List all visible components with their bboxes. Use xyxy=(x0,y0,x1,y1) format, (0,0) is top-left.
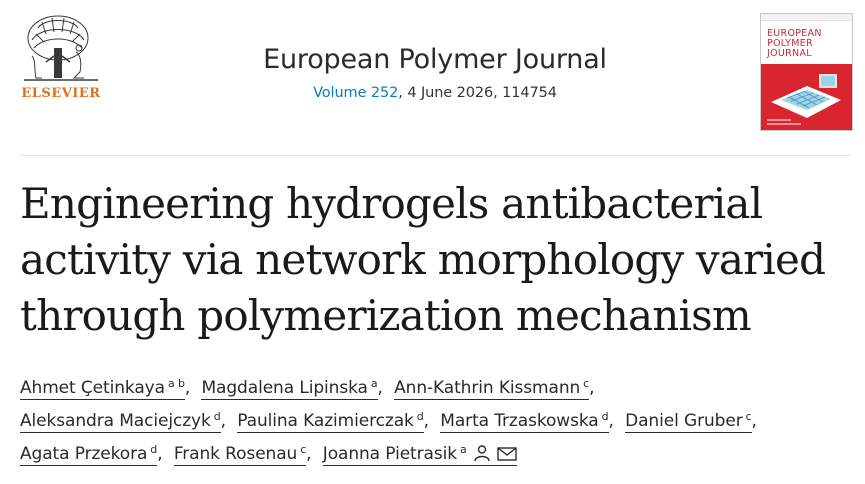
author-affiliation: a b xyxy=(167,377,185,390)
tree-icon xyxy=(18,12,104,84)
author-line xyxy=(20,438,850,471)
journal-header xyxy=(220,44,650,101)
cover-title xyxy=(761,21,852,59)
author-name: Ahmet Çetinkaya xyxy=(20,378,165,398)
author-separator: , xyxy=(589,378,595,398)
cover-illustration-icon xyxy=(761,64,852,130)
author-link[interactable] xyxy=(20,444,157,466)
author-affiliation: a xyxy=(459,443,467,456)
article-title-line: Engineering hydrogels antibacterial xyxy=(20,179,763,228)
cover-title-line: JOURNAL xyxy=(767,48,812,59)
cover-title-line: POLYMER xyxy=(767,38,813,49)
author-name: Frank Rosenau xyxy=(173,444,298,464)
author-affiliation: d xyxy=(213,410,221,423)
author-link[interactable] xyxy=(625,411,751,433)
issue-line xyxy=(220,85,650,101)
article-title xyxy=(20,176,850,344)
author-affiliation: d xyxy=(150,443,158,456)
author-separator: , xyxy=(423,411,429,431)
cover-artwork xyxy=(761,64,852,130)
author-link[interactable] xyxy=(440,411,608,433)
author-separator: , xyxy=(306,444,312,464)
author-name: Magdalena Lipinska xyxy=(201,378,368,398)
elsevier-wordmark: ELSEVIER xyxy=(21,86,101,101)
author-separator: , xyxy=(751,411,757,431)
article-title-line: activity via network morphology varied xyxy=(20,235,826,284)
author-separator: , xyxy=(377,378,383,398)
author-affiliation: c xyxy=(745,410,752,423)
elsevier-logo[interactable] xyxy=(18,12,104,104)
author-link[interactable] xyxy=(237,411,423,433)
issue-details: , 4 June 2026, 114754 xyxy=(398,85,557,101)
author-link[interactable] xyxy=(20,411,221,433)
author-line xyxy=(20,405,850,438)
cover-title-line: EUROPEAN xyxy=(767,28,822,39)
author-name: Aleksandra Maciejczyk xyxy=(20,411,211,431)
author-name: Ann-Kathrin Kissmann xyxy=(394,378,581,398)
envelope-icon xyxy=(497,446,517,462)
author-affiliation: c xyxy=(583,377,590,390)
author-name: Joanna Pietrasik xyxy=(322,444,457,464)
author-link[interactable] xyxy=(20,378,185,400)
author-name: Paulina Kazimierczak xyxy=(237,411,414,431)
author-affiliation: d xyxy=(416,410,424,423)
author-separator: , xyxy=(608,411,614,431)
author-affiliation: d xyxy=(601,410,609,423)
person-icon xyxy=(473,444,491,462)
author-separator: , xyxy=(184,378,191,398)
author-link[interactable] xyxy=(174,444,306,466)
author-separator: , xyxy=(220,411,226,431)
author-name: Agata Przekora xyxy=(20,444,148,464)
header-divider xyxy=(20,155,851,156)
journal-cover[interactable] xyxy=(760,13,853,131)
cover-top-strip xyxy=(761,14,852,21)
author-name: Daniel Gruber xyxy=(625,411,743,431)
author-separator: , xyxy=(157,444,163,464)
author-affiliation: c xyxy=(300,443,307,456)
author-name: Marta Trzaskowska xyxy=(440,411,599,431)
journal-title-link[interactable]: European Polymer Journal xyxy=(263,44,607,75)
author-affiliation: a xyxy=(370,377,378,390)
corresponding-author-link[interactable] xyxy=(323,444,517,466)
author-list xyxy=(20,372,850,471)
author-link[interactable] xyxy=(394,378,589,400)
author-link[interactable] xyxy=(201,378,377,400)
article-title-line: through polymerization mechanism xyxy=(20,291,751,340)
author-line xyxy=(20,372,850,405)
volume-link[interactable]: Volume 252 xyxy=(313,85,399,101)
